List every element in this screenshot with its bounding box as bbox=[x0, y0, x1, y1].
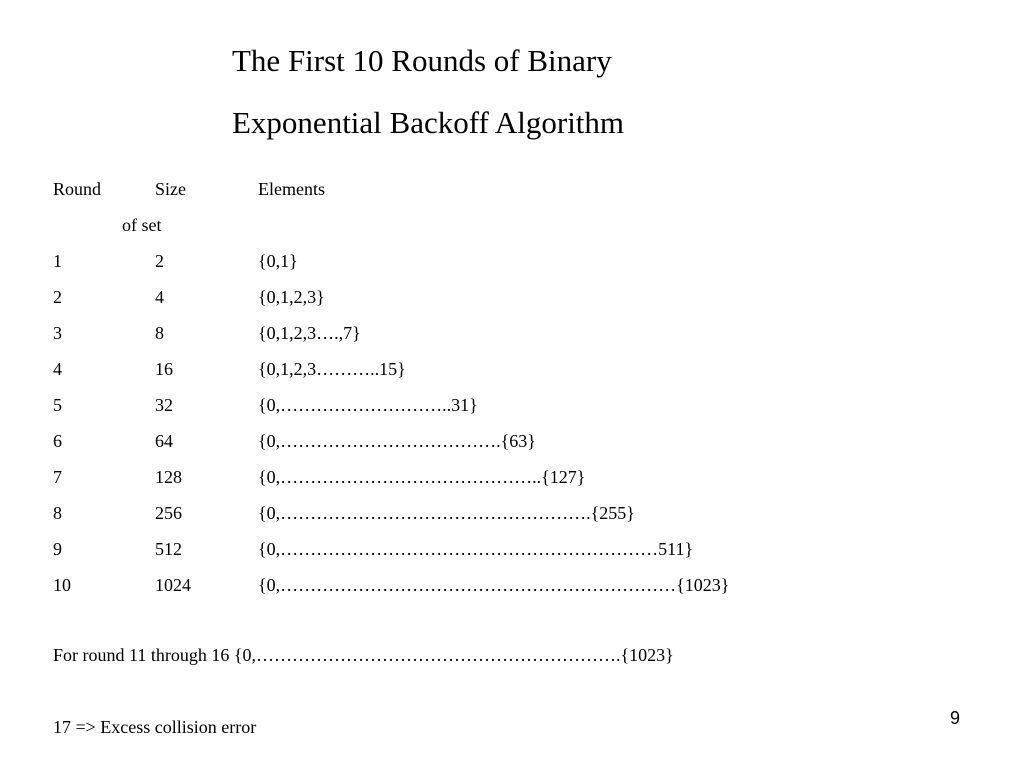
size-cell: 256 bbox=[155, 503, 182, 523]
size-cell: 2 bbox=[155, 251, 164, 271]
slide-title-line-2: Exponential Backoff Algorithm bbox=[232, 105, 625, 140]
elements-cell: {0,……………………………….{63} bbox=[258, 431, 536, 451]
rounds-11-to-16-note: For round 11 through 16 {0,…………………………………………………….{1023} bbox=[53, 645, 674, 665]
elements-cell: {0,…………………………………………………………{1023} bbox=[258, 575, 730, 595]
round-cell: 5 bbox=[53, 395, 62, 415]
size-cell: 16 bbox=[155, 359, 173, 379]
elements-cell: {0,……………………………………..{127} bbox=[258, 467, 586, 487]
header-size: Size bbox=[155, 179, 186, 199]
page-number: 9 bbox=[950, 708, 961, 728]
elements-cell: {0,1,2,3….,7} bbox=[258, 323, 361, 343]
size-cell: 128 bbox=[155, 467, 182, 487]
round-cell: 8 bbox=[53, 503, 62, 523]
round-cell: 6 bbox=[53, 431, 62, 451]
elements-cell: {0,1} bbox=[258, 251, 298, 271]
round-cell: 7 bbox=[53, 467, 62, 487]
size-cell: 64 bbox=[155, 431, 173, 451]
elements-cell: {0,………………………..31} bbox=[258, 395, 478, 415]
round-cell: 9 bbox=[53, 539, 62, 559]
size-cell: 32 bbox=[155, 395, 173, 415]
elements-cell: {0,1,2,3} bbox=[258, 287, 325, 307]
round-cell: 10 bbox=[53, 575, 71, 595]
elements-cell: {0,1,2,3………..15} bbox=[258, 359, 406, 379]
round-cell: 4 bbox=[53, 359, 62, 379]
header-elements: Elements bbox=[258, 179, 325, 199]
header-round: Round bbox=[53, 179, 102, 199]
size-cell: 1024 bbox=[155, 575, 191, 595]
round-cell: 2 bbox=[53, 287, 62, 307]
round-17-note: 17 => Excess collision error bbox=[53, 717, 257, 737]
elements-cell: {0,………………………………………………………511} bbox=[258, 539, 694, 559]
round-cell: 1 bbox=[53, 251, 62, 271]
size-cell: 8 bbox=[155, 323, 164, 343]
slide-title-line-1: The First 10 Rounds of Binary bbox=[232, 43, 612, 78]
size-cell: 4 bbox=[155, 287, 164, 307]
size-cell: 512 bbox=[155, 539, 182, 559]
round-cell: 3 bbox=[53, 323, 62, 343]
header-size-continued: of set bbox=[122, 215, 162, 235]
elements-cell: {0,…………………………………………….{255} bbox=[258, 503, 635, 523]
